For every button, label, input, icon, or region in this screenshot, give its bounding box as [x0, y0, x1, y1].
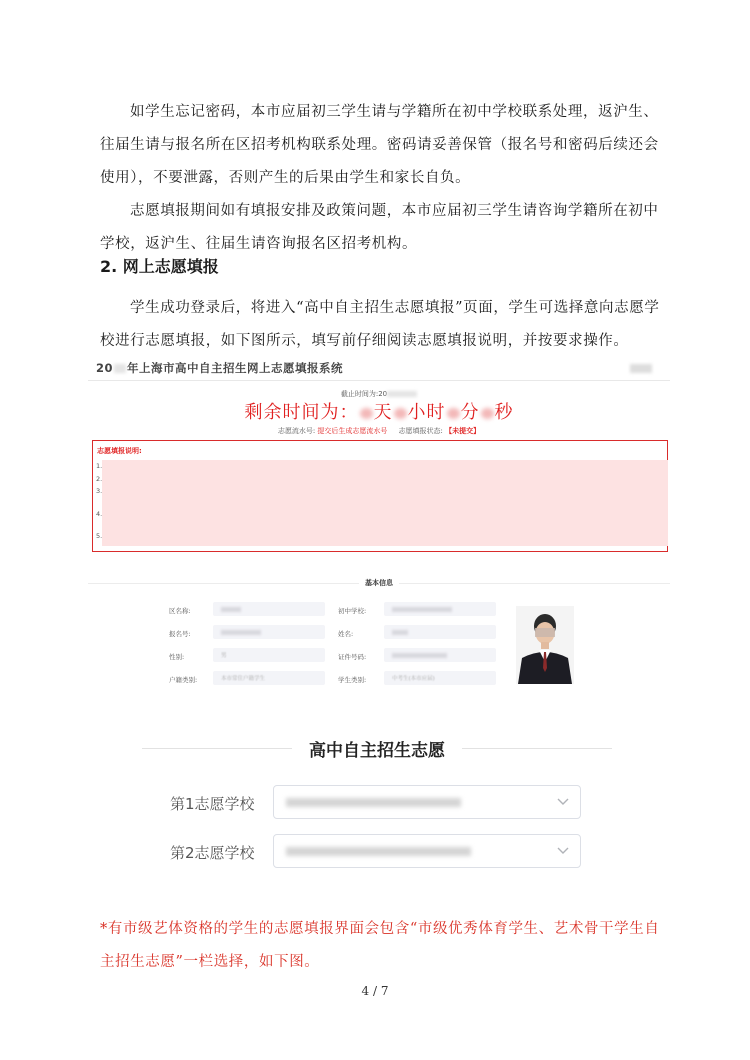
user-menu-icon[interactable]	[630, 364, 652, 373]
notice-item-number: 2.	[96, 475, 103, 483]
redacted-days	[360, 408, 373, 419]
redacted-year	[114, 364, 126, 373]
id-no-field	[384, 648, 496, 662]
notice-item-number: 4.	[96, 510, 103, 518]
countdown-timer	[88, 398, 670, 424]
notice-item-number: 5.	[96, 532, 103, 540]
header-divider	[88, 380, 670, 381]
second-preference-label: 第2志愿学校	[170, 844, 255, 862]
serial-label: 志愿流水号:	[277, 427, 316, 435]
system-screenshot	[88, 356, 670, 701]
redacted-deadline	[387, 391, 417, 397]
system-title	[96, 360, 343, 376]
notice-item-number: 3.	[96, 487, 103, 495]
page-number: 4 / 7	[361, 984, 389, 998]
paragraph-consultation: 志愿填报期间如有填报安排及政策问题，本市应届初三学生请咨询学籍所在初中学校，返沪生、往届生请咨询报名区招考机构。	[100, 203, 659, 252]
hukou-value: 本市常住户籍学生	[221, 676, 266, 682]
countdown-second-unit: 秒	[494, 402, 514, 423]
serial-value: 提交后生成志愿流水号	[317, 427, 388, 435]
reg-no-field	[213, 625, 325, 639]
status-badge: 【未提交】	[445, 427, 481, 435]
section-heading: 2. 网上志愿填报	[100, 257, 219, 276]
notice-title: 志愿填报说明:	[97, 447, 142, 455]
paragraph-login-instructions: 学生成功登录后，将进入“高中自主招生志愿填报”页面，学生可选择意向志愿学校进行志愿填报，如下图所示，填写前仔细阅读志愿填报说明，并按要求操作。	[100, 300, 660, 349]
preference-divider-right	[462, 748, 612, 749]
basic-info-title: 基本信息	[88, 578, 670, 588]
redacted-minutes	[447, 408, 460, 419]
district-label: 区名称:	[169, 607, 191, 615]
student-type-label: 学生类别:	[338, 676, 367, 684]
redacted-hours	[394, 408, 407, 419]
second-preference-select[interactable]	[273, 834, 581, 868]
junior-school-label: 初中学校:	[338, 607, 367, 615]
gender-label: 性别:	[169, 653, 185, 661]
district-field	[213, 602, 325, 616]
preference-section-title: 高中自主招生志愿	[309, 741, 445, 761]
preference-divider-left	[142, 748, 292, 749]
student-photo	[516, 606, 574, 684]
countdown-day-unit: 天	[373, 402, 393, 423]
chevron-down-icon	[556, 843, 570, 857]
gender-field	[213, 648, 325, 662]
countdown-minute-unit: 分	[460, 402, 480, 423]
system-title-text: 年上海市高中自主招生网上志愿填报系统	[127, 361, 344, 375]
notice-box	[92, 440, 668, 552]
name-label: 姓名:	[338, 630, 354, 638]
deadline-label: 截止时间为:20	[340, 390, 388, 398]
gender-value: 男	[221, 653, 227, 659]
notice-redacted-content	[102, 460, 668, 546]
status-line	[88, 426, 670, 436]
chevron-down-icon	[556, 794, 570, 808]
second-preference-redacted-value	[286, 847, 471, 856]
student-photo-image	[516, 606, 574, 684]
first-preference-select[interactable]	[273, 785, 581, 819]
name-field	[384, 625, 496, 639]
id-no-label: 证件号码:	[338, 653, 367, 661]
student-type-field	[384, 671, 496, 685]
hukou-field	[213, 671, 325, 685]
countdown-prefix: 剩余时间为：	[244, 402, 359, 423]
junior-school-field	[384, 602, 496, 616]
status-label: 志愿填报状态:	[398, 427, 443, 435]
student-type-value: 中考生(本市应届)	[392, 676, 435, 682]
paragraph-forgot-password: 如学生忘记密码，本市应届初三学生请与学籍所在初中学校联系处理，返沪生、往届生请与报名所在区招考机构联系处理。密码请妥善保管（报名号和密码后续还会使用），不要泄露，否则产生的后果由学生和家长自负。	[100, 104, 659, 186]
art-sports-note: *有市级艺体资格的学生的志愿填报界面会包含“市级优秀体育学生、艺术骨干学生自主招生志愿”一栏选择，如下图。	[100, 921, 660, 970]
first-preference-label: 第1志愿学校	[170, 795, 255, 813]
reg-no-label: 报名号:	[169, 630, 191, 638]
system-title-year: 20	[96, 361, 114, 375]
countdown-hour-unit: 小时	[407, 402, 446, 423]
hukou-label: 户籍类别:	[169, 676, 198, 684]
first-preference-redacted-value	[286, 798, 461, 807]
redacted-seconds	[481, 408, 494, 419]
notice-item-number: 1.	[96, 462, 103, 470]
